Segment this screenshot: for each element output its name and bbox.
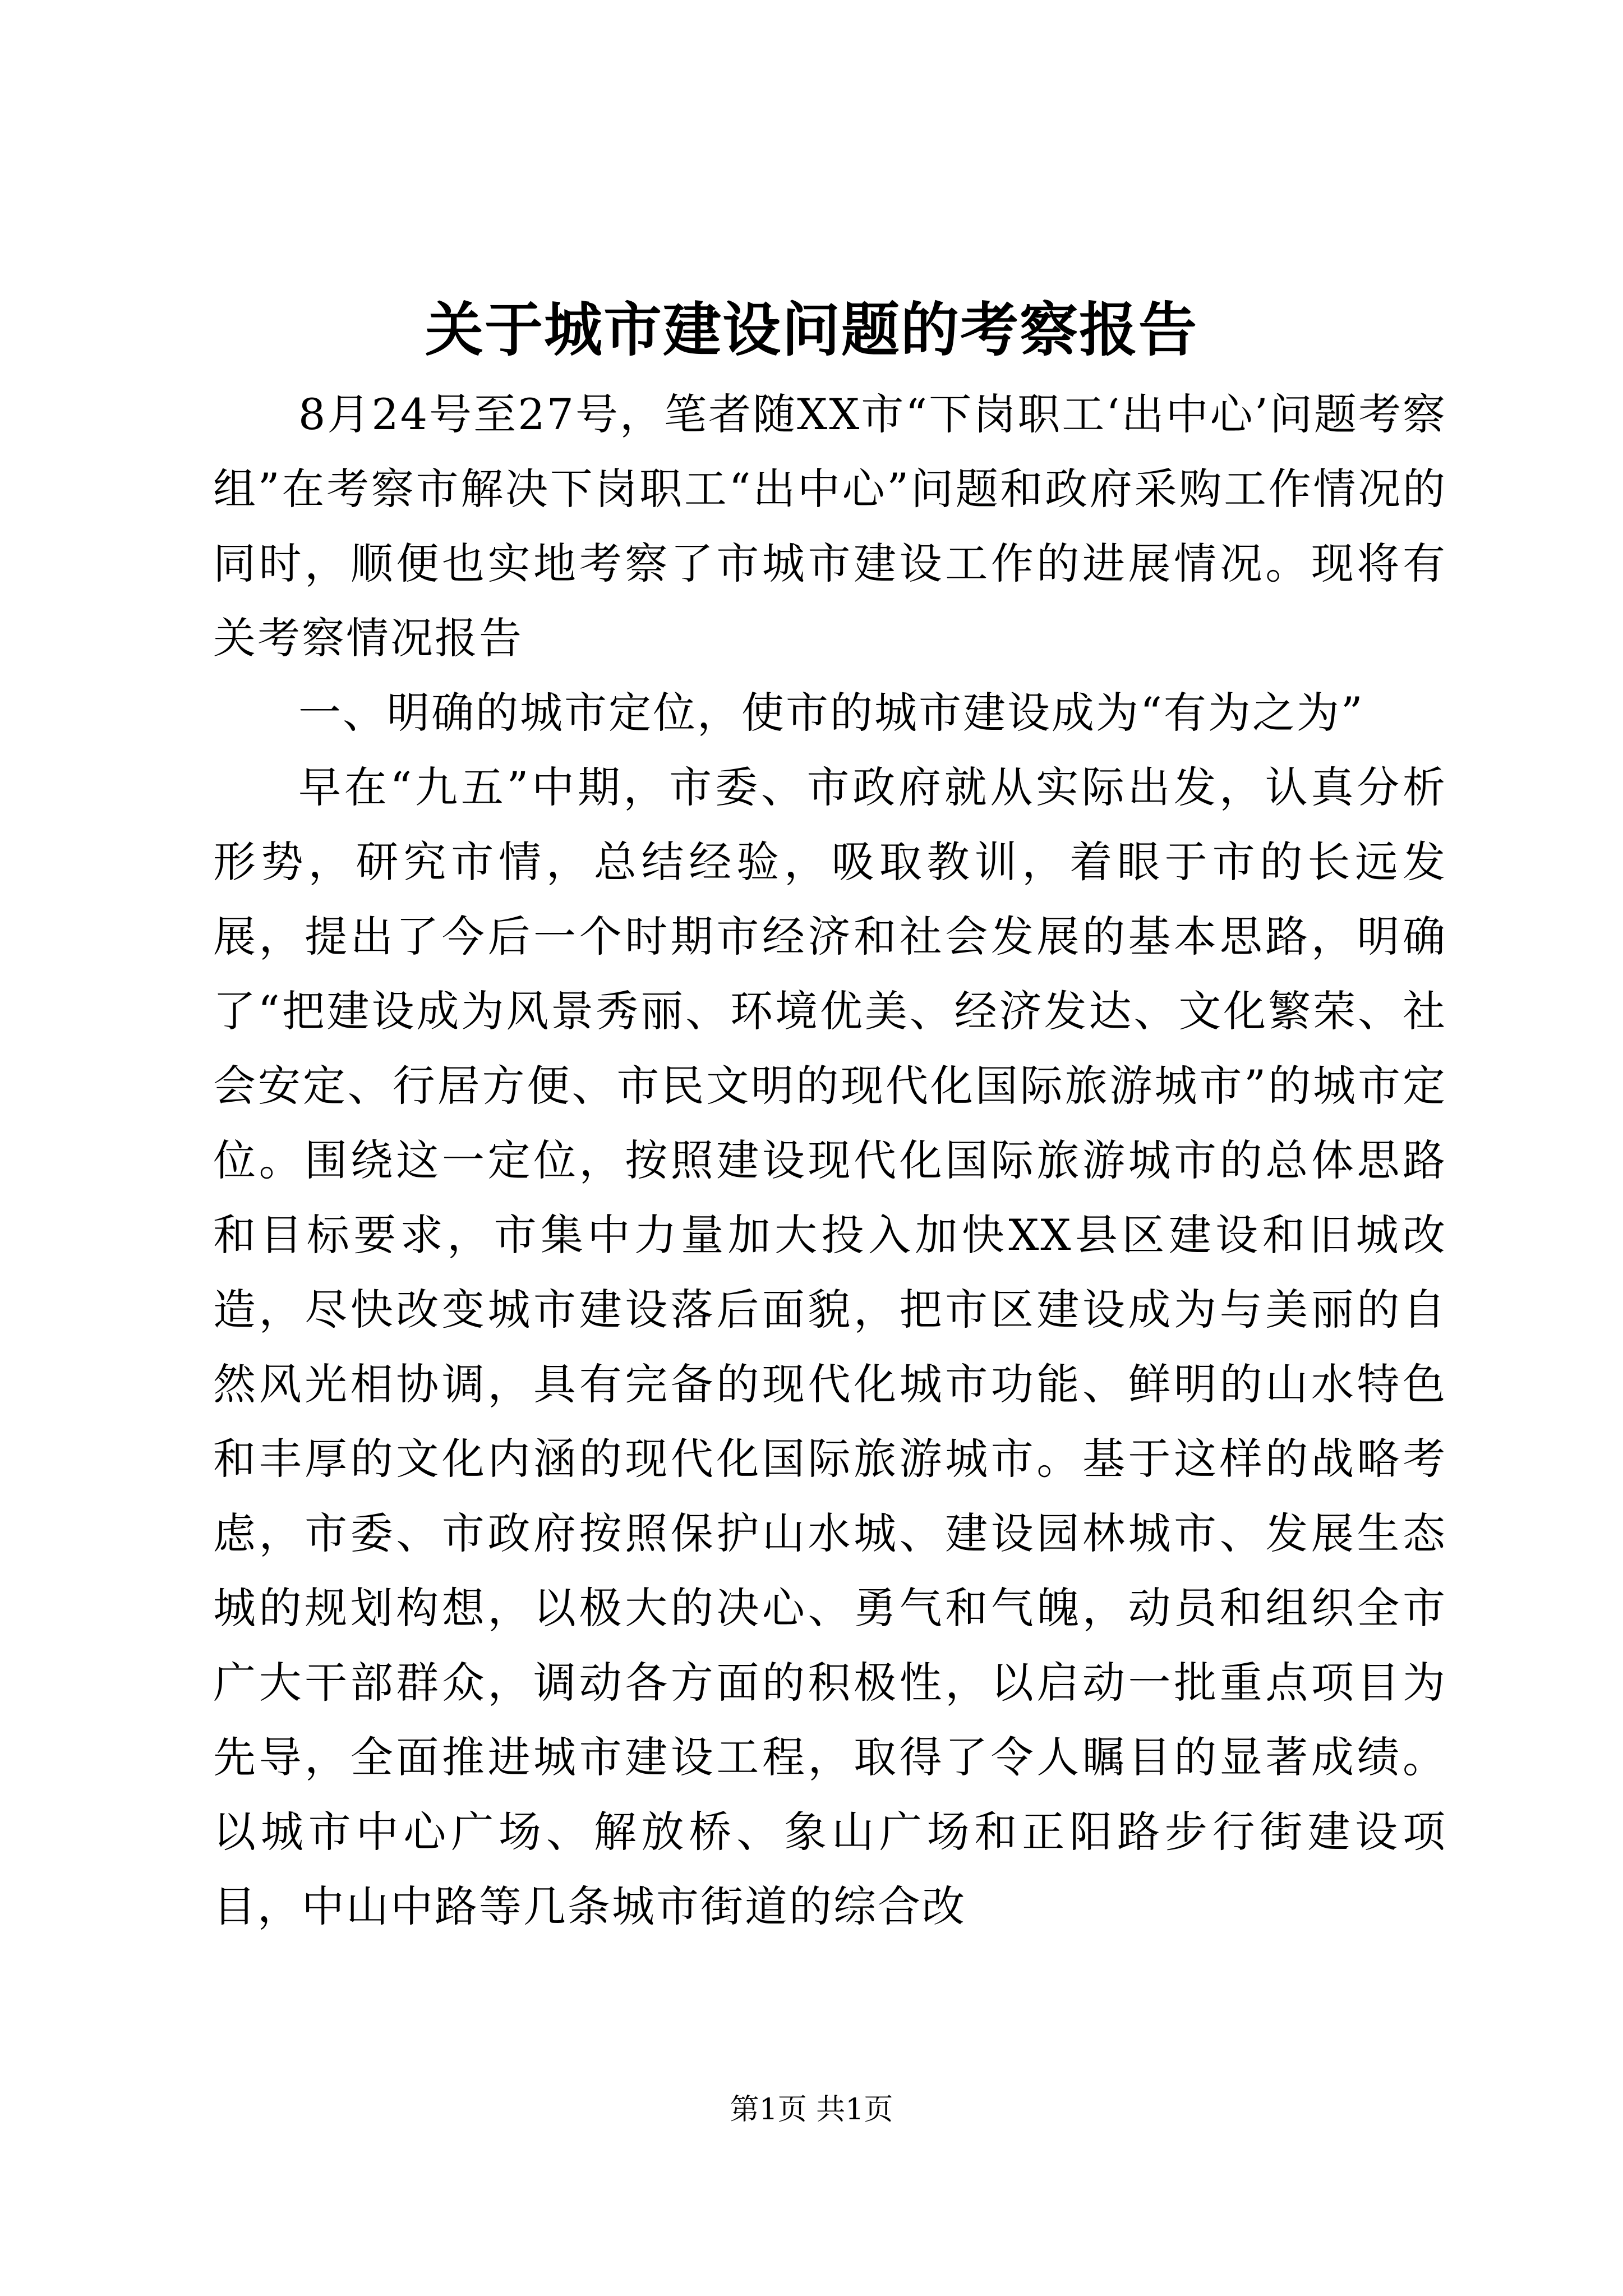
document-title: 关于城市建设问题的考察报告 [425, 295, 1198, 364]
paragraph-intro: 8月24号至27号，笔者随XX市“下岗职工‘出中心’问题考察组”在考察市解决下岗职工“出中心”问题和政府采购工作情况的同时，顺便也实地考察了市城市建设工作的进展情况。现将有关考察情况报告 [213, 389, 1447, 663]
paragraph-section-heading: 一、明确的城市定位，使市的城市建设成为“有为之为” [298, 688, 1364, 738]
paragraph-main: 早在“九五”中期，市委、市政府就从实际出发，认真分析形势，研究市情，总结经验，吸取教训，着眼于市的长远发展，提出了今后一个时期市经济和社会发展的基本思路，明确了“把建设成为风景秀丽、环境优美、经济发达、文化繁荣、社会安定、行居方便、市民文明的现代化国际旅游城市”的城市定位。围绕这一定位，按照建设现代化国际旅游城市的总体思路和目标要求，市集中力量加大投入加快XX县区建设和旧城改造，尽快改变城市建设落后面貌，把市区建设成为与美丽的自然风光相协调，具有完备的现代化城市功能、鲜明的山水特色和丰厚的文化内涵的现代化国际旅游城市。基于这样的战略考虑，市委、市政府按照保护山水城、建设园林城市、发展生态城的规划构想，以极大的决心、勇气和气魄，动员和组织全市广大干部群众，调动各方面的积极性，以启动一批重点项目为先导，全面推进城市建设工程，取得了令人瞩目的显著成绩。以城市中心广场、解放桥、象山广场和正阳路步行街建设项目，中山中路等几条城市街道的综合改 [213, 762, 1447, 1931]
page-footer: 第1页 共1页 [730, 2093, 893, 2127]
document-body [213, 377, 1447, 1944]
